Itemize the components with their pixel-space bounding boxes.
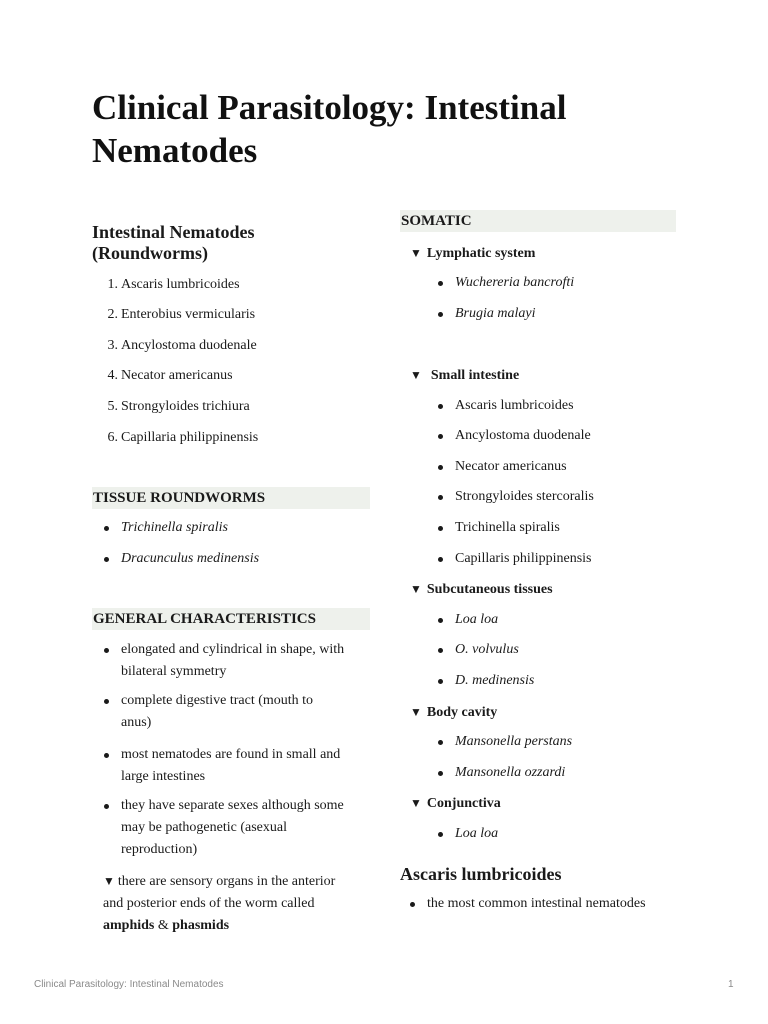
toggle-triangle-icon[interactable]: ▼ <box>410 582 422 596</box>
bullet-icon <box>104 557 109 562</box>
bullet-icon <box>438 526 443 531</box>
list-text: Loa loa <box>455 826 499 841</box>
bullet-icon <box>104 753 109 758</box>
list-text: Loa loa <box>455 612 499 627</box>
page-title: Clinical Parasitology: Intestinal Nematodes <box>92 88 567 170</box>
list-text: Enterobius vermicularis <box>121 307 256 322</box>
bullet-icon <box>410 902 415 907</box>
list-text: Wuchereria bancrofti <box>455 275 575 290</box>
bullet-icon <box>438 832 443 837</box>
list-text: Dracunculus medinensis <box>121 551 260 566</box>
toggle-body-cavity[interactable] <box>410 701 497 724</box>
list-text: Strongyloides stercoralis <box>455 489 594 504</box>
bullet-icon <box>104 526 109 531</box>
toggle-label: Small intestine <box>430 368 520 383</box>
nematodes-heading: Intestinal Nematodes (Roundworms) <box>92 222 255 263</box>
list-text: elongated and cylindrical in shape, with <box>121 642 345 657</box>
bullet-icon <box>438 740 443 745</box>
list-text: Necator americanus <box>121 368 233 383</box>
toggle-label: Conjunctiva <box>426 796 501 811</box>
list-text: Trichinella spiralis <box>121 520 228 535</box>
list-text: most nematodes are found in small and <box>121 747 341 762</box>
bullet-icon <box>438 771 443 776</box>
bullet-icon <box>438 679 443 684</box>
list-text: Ascaris lumbricoides <box>455 398 574 413</box>
bullet-icon <box>438 434 443 439</box>
list-text: Ancylostoma duodenale <box>121 338 257 353</box>
general-characteristics-heading: GENERAL CHARACTERISTICS <box>92 608 370 630</box>
ascaris-heading: Ascaris lumbricoides <box>400 864 562 884</box>
list-text: may be pathogenetic (asexual <box>121 820 287 835</box>
bullet-icon <box>104 648 109 653</box>
term-amphids: amphids <box>103 918 155 933</box>
toggle-label: Lymphatic system <box>426 246 536 261</box>
sensory-organs-toggle[interactable] <box>103 870 373 937</box>
page-number: 1 <box>728 979 734 990</box>
list-text: Mansonella ozzardi <box>455 765 566 780</box>
toggle-small-intestine[interactable] <box>410 364 519 387</box>
toggle-label: Body cavity <box>426 705 498 720</box>
somatic-heading: SOMATIC <box>400 210 676 232</box>
list-text: large intestines <box>121 769 206 784</box>
bullet-icon <box>438 495 443 500</box>
paragraph-text: and posterior ends of the worm called <box>103 896 315 911</box>
list-number: 6. <box>107 430 118 445</box>
list-text: Strongyloides trichiura <box>121 399 250 414</box>
bullet-icon <box>438 557 443 562</box>
paragraph-text: there are sensory organs in the anterior <box>117 874 336 889</box>
list-text: anus) <box>121 715 152 730</box>
toggle-triangle-icon[interactable]: ▼ <box>103 874 115 888</box>
bullet-icon <box>438 281 443 286</box>
bullet-icon <box>438 648 443 653</box>
toggle-subcutaneous-tissues[interactable] <box>410 578 553 601</box>
list-text: reproduction) <box>121 842 198 857</box>
list-text: D. medinensis <box>455 673 535 688</box>
list-text: Capillaria philippinensis <box>121 430 259 445</box>
toggle-triangle-icon[interactable]: ▼ <box>410 796 422 810</box>
bullet-icon <box>104 699 109 704</box>
toggle-label: Subcutaneous tissues <box>426 582 553 597</box>
term-phasmids: phasmids <box>172 918 230 933</box>
list-text: Ancylostoma duodenale <box>455 428 591 443</box>
bullet-icon <box>438 312 443 317</box>
toggle-triangle-icon[interactable]: ▼ <box>410 368 422 382</box>
list-text: Mansonella perstans <box>455 734 573 749</box>
list-text: the most common intestinal nematodes <box>427 896 646 911</box>
list-text: Necator americanus <box>455 459 567 474</box>
list-text: Brugia malayi <box>455 306 536 321</box>
list-number: 3. <box>107 338 118 353</box>
bullet-icon <box>438 404 443 409</box>
list-text: complete digestive tract (mouth to <box>121 693 314 708</box>
tissue-roundworms-heading: TISSUE ROUNDWORMS <box>92 487 370 509</box>
toggle-lymphatic-system[interactable] <box>410 242 535 265</box>
list-number: 2. <box>107 307 118 322</box>
list-number: 4. <box>107 368 118 383</box>
list-number: 1. <box>107 277 118 292</box>
list-text: O. volvulus <box>455 642 519 657</box>
bullet-icon <box>438 465 443 470</box>
list-text: bilateral symmetry <box>121 664 227 679</box>
list-text: they have separate sexes although some <box>121 798 344 813</box>
footer-title: Clinical Parasitology: Intestinal Nematodes <box>34 979 224 990</box>
list-number: 5. <box>107 399 118 414</box>
list-text: Ascaris lumbricoides <box>121 277 240 292</box>
toggle-triangle-icon[interactable]: ▼ <box>410 246 422 260</box>
list-text: Capillaris philippinensis <box>455 551 592 566</box>
bullet-icon <box>438 618 443 623</box>
ampersand: & <box>157 918 169 933</box>
toggle-conjunctiva[interactable] <box>410 792 501 815</box>
bullet-icon <box>104 804 109 809</box>
list-text: Trichinella spiralis <box>455 520 560 535</box>
toggle-triangle-icon[interactable]: ▼ <box>410 705 422 719</box>
